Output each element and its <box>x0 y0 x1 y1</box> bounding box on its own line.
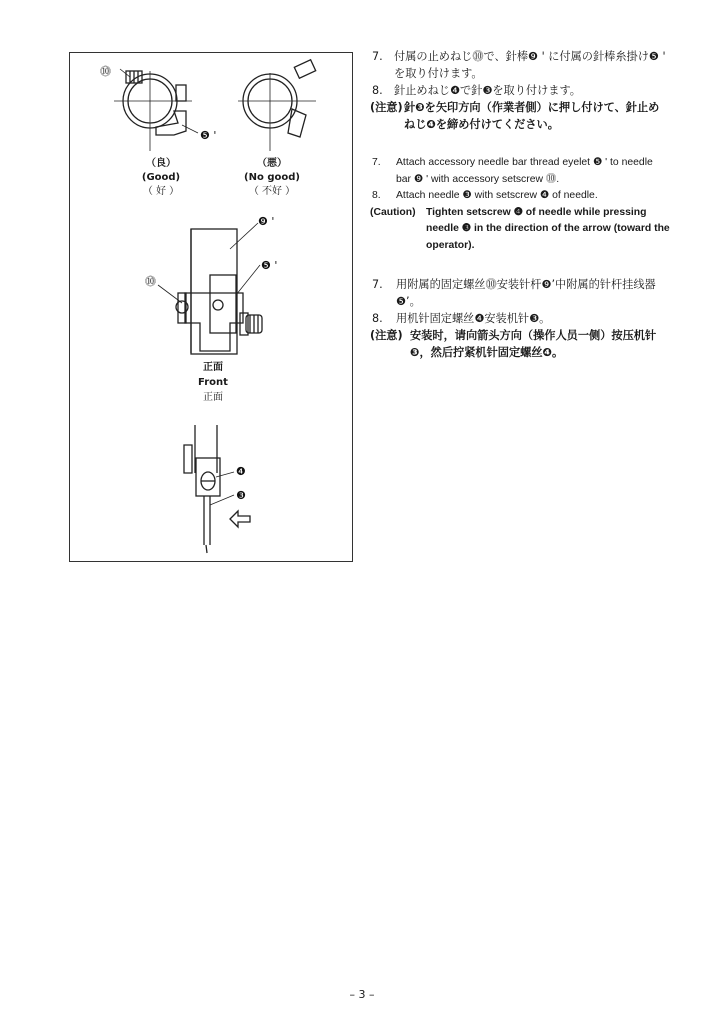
zh-caution-label: (注意) <box>370 329 403 342</box>
zh-caution <box>370 327 670 361</box>
jp-step-8-text: 針止めねじ❹で針❸を取り付けます。 <box>394 84 581 97</box>
jp-step-8-number: 8. <box>372 84 383 97</box>
zh-step-8-text: 用机针固定螺丝❹安装机针❸。 <box>396 312 551 325</box>
zh-step-7-number: 7. <box>372 278 383 291</box>
nogood-caption-jp: （悪） <box>257 158 287 169</box>
zh-step-8-number: 8. <box>372 312 383 325</box>
en-step-7 <box>370 155 670 188</box>
en-step-7-number: 7. <box>372 157 381 168</box>
jp-step-7-number: 7. <box>372 50 383 63</box>
jp-caution-text: 針❸を矢印方向（作業者側）に押し付けて、針止めねじ❹を締め付けてください。 <box>404 101 660 131</box>
front-caption-zh: 正面 <box>203 392 223 403</box>
jp-caution <box>370 99 670 133</box>
jp-step-7-text: 付属の止めねじ⓾で、針棒❾ ' に付属の針棒糸掛け❺ ' を取り付けます。 <box>394 50 666 80</box>
needle-installation-drawing <box>70 53 354 563</box>
callout-5p-good: ❺ ' <box>200 129 217 142</box>
en-step-7-text: Attach accessory needle bar thread eyelet ❺ ' to needle bar ❾ ' with accessory setscrew ⓾. <box>396 157 653 185</box>
chinese-instructions <box>370 276 670 361</box>
front-view-drawing <box>176 229 262 354</box>
good-caption-jp: （良） <box>146 158 176 169</box>
nogood-caption-zh: （ 不好 ） <box>248 186 296 197</box>
zh-step-7 <box>370 276 670 310</box>
japanese-instructions <box>370 48 670 133</box>
front-caption-en: Front <box>198 377 228 388</box>
zh-step-8 <box>370 310 670 327</box>
zh-step-7-text: 用附属的固定螺丝⓾安装针杆❾’中附属的针杆挂线器❺’。 <box>396 278 656 308</box>
nogood-caption-en: (No good) <box>244 172 300 183</box>
jp-caution-label: (注意) <box>370 101 403 114</box>
jp-step-8 <box>370 82 670 99</box>
en-caution-label: (Caution) <box>370 206 416 218</box>
callout-10-front: ⓾ <box>145 275 156 288</box>
english-instructions <box>370 155 670 254</box>
callout-4: ❹ <box>236 465 246 478</box>
en-step-8-text: Attach needle ❸ with setscrew ❹ of needle. <box>396 190 598 201</box>
en-caution-text: Tighten setscrew ❹ of needle while pressing needle ❸ in the direction of the arrow (toward the operator). <box>426 206 670 251</box>
instructions-column <box>370 48 670 383</box>
front-caption-jp: 正面 <box>203 362 223 373</box>
nogood-view-drawing <box>238 60 316 151</box>
callout-10-good: ⓾ <box>100 65 111 78</box>
en-step-8-number: 8. <box>372 190 381 201</box>
zh-caution-text: 安装时，请向箭头方向（操作人员一侧）按压机针❸，然后拧紧机针固定螺丝❹。 <box>410 329 657 359</box>
callout-9p: ❾ ' <box>258 215 275 228</box>
en-caution <box>370 205 670 255</box>
illustration-panel <box>69 52 353 562</box>
good-caption-en: (Good) <box>141 172 181 183</box>
jp-step-7 <box>370 48 670 82</box>
callout-5p-front: ❺ ' <box>261 259 278 272</box>
page-number: – 3 – <box>349 988 375 1001</box>
good-caption-zh: （ 好 ） <box>142 186 180 197</box>
callout-3: ❸ <box>236 489 246 502</box>
en-step-8 <box>370 188 670 205</box>
good-view-drawing <box>114 71 192 151</box>
